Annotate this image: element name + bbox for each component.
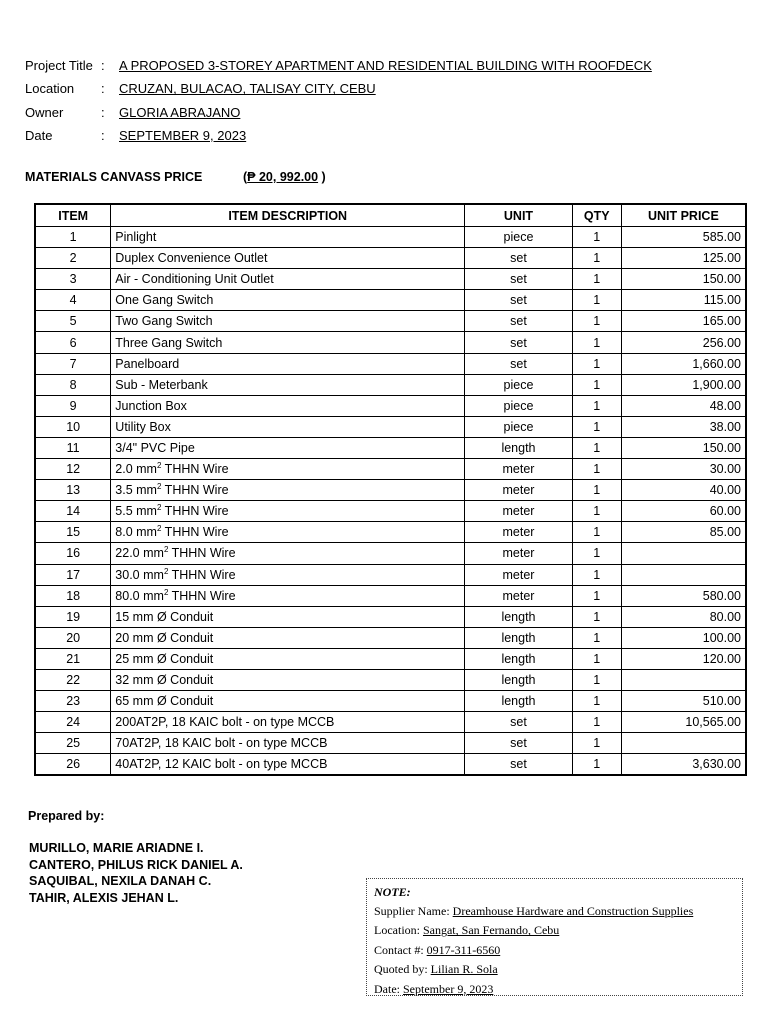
superscript: 2 (156, 482, 162, 492)
item-description-text: 80.0 mm (115, 588, 164, 603)
item-description-cell (111, 585, 465, 606)
item-description-text: 15 mm Ø Conduit (115, 609, 214, 624)
table-row (35, 437, 746, 458)
item-description-text: 2.0 mm (115, 462, 157, 477)
item-description-cell (111, 691, 465, 712)
item-number-cell: 24 (35, 712, 111, 733)
table-row (35, 248, 746, 269)
item-number-cell: 7 (35, 353, 111, 374)
table-row (35, 480, 746, 501)
note-date-row (374, 980, 742, 999)
qty-cell: 1 (572, 269, 621, 290)
superscript: 2 (156, 460, 162, 470)
item-description-cell (111, 754, 465, 776)
unit-cell: set (465, 269, 573, 290)
item-description-cell (111, 564, 465, 585)
note-title: NOTE: (374, 885, 411, 899)
qty-cell: 1 (572, 606, 621, 627)
unit-price-cell (621, 543, 746, 564)
item-description-cell (111, 290, 465, 311)
table-row (35, 227, 746, 248)
item-description-cell (111, 437, 465, 458)
preparer-name: CANTERO, PHILUS RICK DANIEL A. (29, 857, 243, 872)
preparer-name: SAQUIBAL, NEXILA DANAH C. (29, 874, 212, 888)
materials-table (34, 203, 747, 776)
item-description-text: 20 mm Ø Conduit (115, 630, 214, 645)
unit-cell: piece (465, 395, 573, 416)
note-label: Date: (374, 981, 403, 996)
unit-cell: length (465, 437, 573, 458)
qty-cell: 1 (572, 353, 621, 374)
table-row (35, 395, 746, 416)
item-number-cell: 22 (35, 669, 111, 690)
item-description-cell (111, 374, 465, 395)
qty-cell: 1 (572, 691, 621, 712)
unit-cell: set (465, 754, 573, 776)
item-number-cell: 20 (35, 627, 111, 648)
note-contact-value: 0917-311-6560 (426, 942, 501, 957)
table-row (35, 459, 746, 480)
qty-cell: 1 (572, 564, 621, 585)
item-number-cell: 8 (35, 374, 111, 395)
unit-cell: piece (465, 416, 573, 437)
item-number-cell: 5 (35, 311, 111, 332)
superscript: 2 (163, 566, 169, 576)
canvass-total-price: ₱ 20, 992.00 (247, 170, 319, 184)
item-number-cell: 17 (35, 564, 111, 585)
qty-cell: 1 (572, 522, 621, 543)
item-description-text: 25 mm Ø Conduit (115, 651, 214, 666)
unit-price-cell (621, 733, 746, 754)
unit-price-cell: 165.00 (621, 311, 746, 332)
item-description-suffix: THHN Wire (168, 546, 236, 561)
table-row (35, 353, 746, 374)
table-row (35, 543, 746, 564)
item-number-cell: 10 (35, 416, 111, 437)
preparer-name: TAHIR, ALEXIS JEHAN L. (29, 890, 179, 905)
unit-cell: set (465, 290, 573, 311)
unit-price-cell: 125.00 (621, 248, 746, 269)
item-description-suffix: THHN Wire (161, 483, 229, 498)
item-number-cell: 1 (35, 227, 111, 248)
unit-price-cell: 60.00 (621, 501, 746, 522)
table-row (35, 564, 746, 585)
item-description-cell (111, 733, 465, 754)
table-row (35, 648, 746, 669)
unit-cell: length (465, 669, 573, 690)
qty-cell: 1 (572, 480, 621, 501)
unit-price-cell: 585.00 (621, 227, 746, 248)
qty-cell: 1 (572, 585, 621, 606)
project-header (25, 54, 652, 147)
canvass-open-paren: ( (243, 170, 248, 184)
item-number-cell: 25 (35, 733, 111, 754)
unit-cell: meter (465, 564, 573, 585)
unit-cell: piece (465, 227, 573, 248)
unit-price-cell: 256.00 (621, 332, 746, 353)
qty-cell: 1 (572, 501, 621, 522)
table-body (35, 227, 746, 776)
item-number-cell: 16 (35, 543, 111, 564)
colon: : (101, 104, 105, 120)
item-number-cell: 11 (35, 437, 111, 458)
item-description-text: Two Gang Switch (115, 314, 213, 329)
header-qty: QTY (572, 204, 621, 227)
item-description-text: 3.5 mm (115, 483, 157, 498)
table-header-row (35, 204, 746, 227)
canvass-close-paren: ) (318, 170, 326, 184)
item-number-cell: 9 (35, 395, 111, 416)
item-description-text: 5.5 mm (115, 504, 157, 519)
note-label: Quoted by: (374, 962, 431, 977)
note-contact-row (374, 941, 742, 960)
qty-cell: 1 (572, 543, 621, 564)
item-number-cell: 26 (35, 754, 111, 776)
date-label: Date (25, 128, 53, 144)
table-row (35, 311, 746, 332)
qty-cell: 1 (572, 712, 621, 733)
table-row (35, 332, 746, 353)
item-description-cell (111, 543, 465, 564)
item-description-cell (111, 269, 465, 290)
note-location-value: Sangat, San Fernando, Cebu (422, 923, 560, 938)
table-row (35, 585, 746, 606)
qty-cell: 1 (572, 311, 621, 332)
item-description-cell (111, 416, 465, 437)
unit-cell: set (465, 311, 573, 332)
project-title-value: A PROPOSED 3-STOREY APARTMENT AND RESIDENTIAL BUILDING WITH ROOFDECK (119, 58, 652, 74)
item-description-cell (111, 648, 465, 669)
item-description-cell (111, 311, 465, 332)
item-description-text: Junction Box (115, 398, 187, 413)
note-date-value: September 9, 2023 (403, 981, 494, 996)
location-value: CRUZAN, BULACAO, TALISAY CITY, CEBU (119, 81, 376, 97)
qty-cell: 1 (572, 248, 621, 269)
item-number-cell: 14 (35, 501, 111, 522)
qty-cell: 1 (572, 227, 621, 248)
project-title-label: Project Title (25, 58, 93, 74)
location-label: Location (25, 81, 75, 97)
header-description: ITEM DESCRIPTION (111, 204, 465, 227)
unit-price-cell: 1,900.00 (621, 374, 746, 395)
item-description-suffix: THHN Wire (161, 504, 229, 519)
unit-cell: meter (465, 480, 573, 501)
item-number-cell: 18 (35, 585, 111, 606)
table-row (35, 754, 746, 776)
unit-price-cell: 38.00 (621, 416, 746, 437)
preparer-name: MURILLO, MARIE ARIADNE I. (29, 841, 204, 855)
canvass-label: MATERIALS CANVASS PRICE (25, 170, 203, 184)
owner-label: Owner (25, 104, 64, 120)
item-description-cell (111, 480, 465, 501)
item-description-text: 30.0 mm (115, 567, 164, 582)
item-description-cell (111, 248, 465, 269)
item-description-cell (111, 501, 465, 522)
unit-price-cell: 3,630.00 (621, 754, 746, 776)
superscript: 2 (163, 587, 169, 597)
unit-price-cell: 580.00 (621, 585, 746, 606)
item-description-text: Sub - Meterbank (115, 377, 208, 392)
unit-price-cell: 10,565.00 (621, 712, 746, 733)
unit-cell: set (465, 332, 573, 353)
supplier-note-box (366, 878, 743, 996)
qty-cell: 1 (572, 754, 621, 776)
item-description-suffix: THHN Wire (168, 588, 236, 603)
note-supplier-value: Dreamhouse Hardware and Construction Supplies (452, 904, 694, 918)
item-description-text: 200AT2P, 18 KAIC bolt - on type MCCB (115, 715, 335, 730)
qty-cell: 1 (572, 627, 621, 648)
note-supplier-row (374, 902, 742, 921)
item-description-suffix: THHN Wire (168, 567, 236, 582)
unit-price-cell: 115.00 (621, 290, 746, 311)
unit-cell: meter (465, 522, 573, 543)
qty-cell: 1 (572, 416, 621, 437)
qty-cell: 1 (572, 437, 621, 458)
note-label: Contact #: (374, 942, 427, 957)
item-number-cell: 6 (35, 332, 111, 353)
table-row (35, 416, 746, 437)
item-description-text: Utility Box (115, 419, 171, 434)
superscript: 2 (156, 503, 162, 513)
unit-price-cell (621, 669, 746, 690)
note-quoted-by-row (374, 960, 742, 979)
item-number-cell: 21 (35, 648, 111, 669)
colon: : (101, 81, 105, 97)
table-row (35, 374, 746, 395)
unit-cell: set (465, 248, 573, 269)
item-description-cell (111, 395, 465, 416)
superscript: 2 (156, 524, 162, 534)
unit-cell: length (465, 648, 573, 669)
unit-cell: set (465, 712, 573, 733)
item-description-text: 32 mm Ø Conduit (115, 673, 214, 688)
unit-price-cell: 40.00 (621, 480, 746, 501)
date-row (25, 124, 652, 147)
item-description-cell (111, 712, 465, 733)
unit-cell: meter (465, 543, 573, 564)
item-description-text: One Gang Switch (115, 293, 214, 308)
item-number-cell: 3 (35, 269, 111, 290)
unit-cell: meter (465, 501, 573, 522)
owner-value: GLORIA ABRAJANO (119, 104, 241, 120)
item-description-text: Panelboard (115, 356, 180, 371)
unit-cell: length (465, 691, 573, 712)
unit-cell: meter (465, 459, 573, 480)
header-unit: UNIT (465, 204, 573, 227)
item-description-text: 22.0 mm (115, 546, 164, 561)
qty-cell: 1 (572, 459, 621, 480)
item-description-cell (111, 522, 465, 543)
item-description-cell (111, 353, 465, 374)
unit-price-cell: 120.00 (621, 648, 746, 669)
unit-price-cell: 85.00 (621, 522, 746, 543)
item-description-text: Air - Conditioning Unit Outlet (115, 272, 274, 287)
qty-cell: 1 (572, 332, 621, 353)
note-label: Location: (374, 923, 423, 938)
item-description-cell (111, 227, 465, 248)
item-description-cell (111, 459, 465, 480)
superscript: 2 (163, 545, 169, 555)
unit-price-cell (621, 564, 746, 585)
qty-cell: 1 (572, 290, 621, 311)
owner-row (25, 101, 652, 124)
item-number-cell: 12 (35, 459, 111, 480)
unit-price-cell: 150.00 (621, 437, 746, 458)
unit-price-cell: 48.00 (621, 395, 746, 416)
item-number-cell: 23 (35, 691, 111, 712)
unit-price-cell: 30.00 (621, 459, 746, 480)
table-row (35, 733, 746, 754)
colon: : (101, 58, 105, 74)
unit-price-cell: 1,660.00 (621, 353, 746, 374)
unit-cell: meter (465, 585, 573, 606)
qty-cell: 1 (572, 374, 621, 395)
header-item: ITEM (35, 204, 111, 227)
item-description-text: 8.0 mm (115, 525, 157, 540)
item-description-cell (111, 332, 465, 353)
unit-price-cell: 80.00 (621, 606, 746, 627)
unit-price-cell: 510.00 (621, 691, 746, 712)
note-label: Supplier Name: (374, 904, 453, 918)
item-description-text: 65 mm Ø Conduit (115, 694, 214, 709)
table-row (35, 290, 746, 311)
item-number-cell: 13 (35, 480, 111, 501)
note-quoted-by-value: Lilian R. Sola (430, 962, 498, 977)
colon: : (101, 128, 105, 144)
item-description-suffix: THHN Wire (161, 462, 229, 477)
table-row (35, 269, 746, 290)
qty-cell: 1 (572, 669, 621, 690)
table-row (35, 522, 746, 543)
note-location-row (374, 921, 742, 940)
unit-cell: length (465, 606, 573, 627)
preparer-names (29, 840, 243, 906)
unit-cell: piece (465, 374, 573, 395)
qty-cell: 1 (572, 395, 621, 416)
table-row (35, 606, 746, 627)
unit-cell: set (465, 353, 573, 374)
item-description-text: 70AT2P, 18 KAIC bolt - on type MCCB (115, 736, 328, 751)
table-row (35, 627, 746, 648)
table-row (35, 712, 746, 733)
unit-cell: set (465, 733, 573, 754)
item-description-text: 40AT2P, 12 KAIC bolt - on type MCCB (115, 757, 328, 772)
item-description-suffix: THHN Wire (161, 525, 229, 540)
date-value: SEPTEMBER 9, 2023 (119, 128, 247, 144)
qty-cell: 1 (572, 648, 621, 669)
location-row (25, 77, 652, 100)
project-title-row (25, 54, 652, 77)
table-row (35, 501, 746, 522)
item-description-cell (111, 606, 465, 627)
unit-cell: length (465, 627, 573, 648)
item-description-text: Three Gang Switch (115, 335, 223, 350)
item-description-cell (111, 627, 465, 648)
item-number-cell: 15 (35, 522, 111, 543)
table-row (35, 691, 746, 712)
item-number-cell: 2 (35, 248, 111, 269)
qty-cell: 1 (572, 733, 621, 754)
unit-price-cell: 100.00 (621, 627, 746, 648)
table-row (35, 669, 746, 690)
item-number-cell: 4 (35, 290, 111, 311)
item-description-cell (111, 669, 465, 690)
item-number-cell: 19 (35, 606, 111, 627)
unit-price-cell: 150.00 (621, 269, 746, 290)
prepared-by-label: Prepared by: (28, 809, 105, 823)
header-unit-price: UNIT PRICE (621, 204, 746, 227)
item-description-text: Duplex Convenience Outlet (115, 251, 268, 266)
item-description-text: Pinlight (115, 230, 157, 245)
item-description-text: 3/4" PVC Pipe (115, 440, 195, 455)
canvass-price-line (25, 170, 326, 184)
